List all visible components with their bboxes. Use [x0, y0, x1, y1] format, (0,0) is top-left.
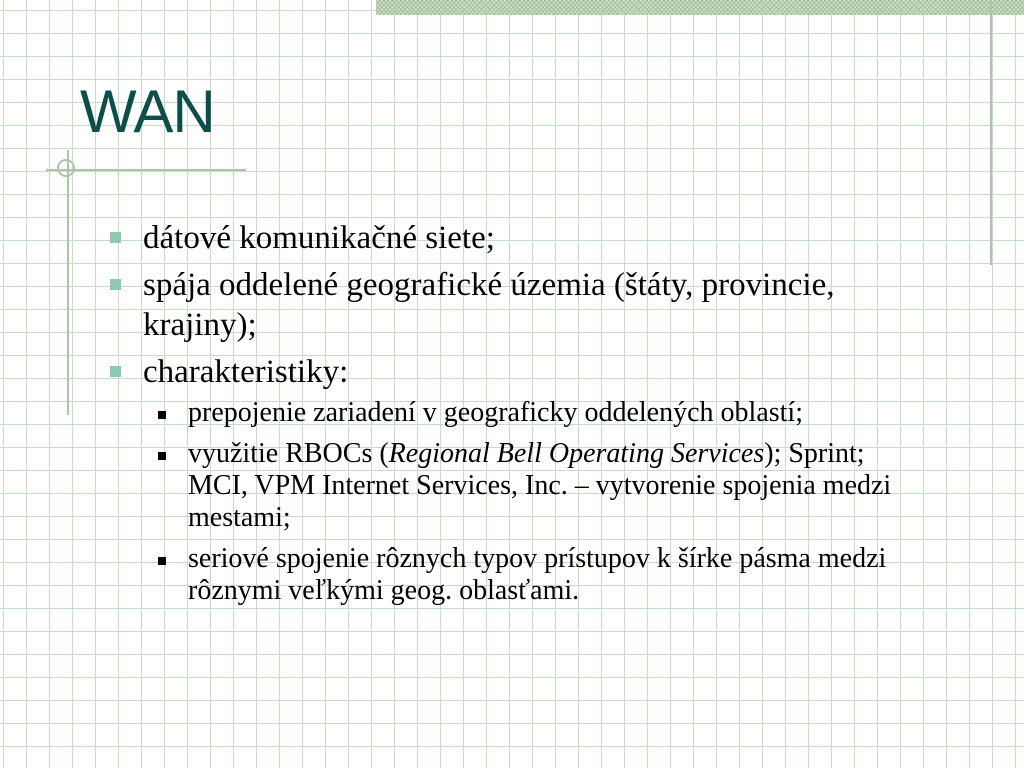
bullet-item [108, 218, 908, 258]
sub-bullet-item [154, 438, 908, 534]
square-bullet-icon [110, 279, 121, 290]
bullet-text: dátové komunikačné siete; [143, 220, 495, 256]
bullet-text: charakteristiky: [143, 354, 349, 390]
small-square-bullet-icon [158, 411, 166, 419]
bullet-item [108, 352, 908, 392]
right-decorative-rule [990, 0, 992, 265]
bullet-text: spája oddelené geografické územia (štáty, provincie, krajiny); [143, 267, 835, 343]
square-bullet-icon [110, 366, 121, 377]
sub-bullet-text-end: ); Sprint; MCI, VPM Internet Services, Inc. – vytvorenie spojenia medzi mestami; [188, 438, 892, 533]
corner-pattern-band [376, 0, 1024, 15]
square-bullet-icon [110, 232, 121, 243]
left-decorative-rule [67, 150, 69, 415]
title-ring-ornament [57, 159, 75, 177]
slide-title: WAN [80, 78, 215, 145]
slide-content [108, 218, 908, 616]
small-square-bullet-icon [158, 557, 166, 565]
small-square-bullet-icon [158, 452, 166, 460]
sub-bullet-item [154, 397, 908, 429]
bullet-item [108, 265, 908, 345]
title-underline [46, 169, 246, 171]
sub-bullet-text: seriové spojenie rôznych typov prístupov k šírke pásma medzi rôznymi veľkými geog. oblasťami. [188, 543, 887, 606]
sub-bullet-text: prepojenie zariadení v geograficky oddelených oblastí; [188, 397, 803, 428]
sub-bullet-text-start: využitie RBOCs ( [188, 438, 389, 469]
sub-bullet-item [154, 543, 908, 607]
sub-bullet-italic-text: Regional Bell Operating Services [388, 438, 765, 469]
